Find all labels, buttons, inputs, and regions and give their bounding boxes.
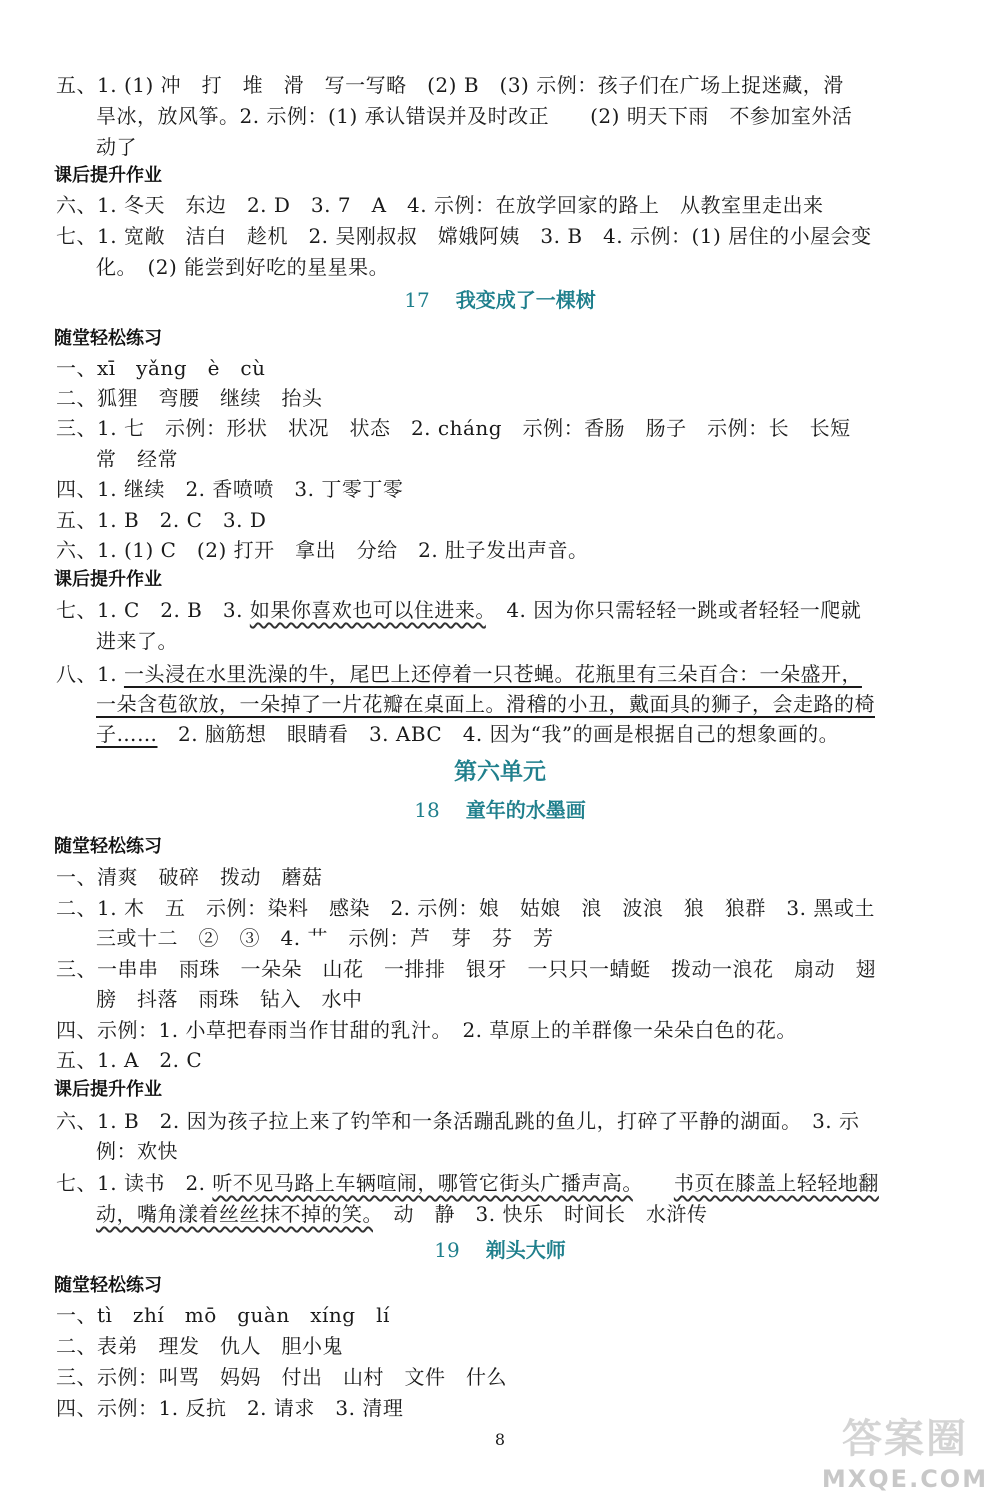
section-heading: 课后提升作业 (54, 1079, 162, 1100)
answer-line: 例：欢快 (96, 1139, 178, 1163)
answer-line: 三、1. 七 示例：形状 状况 状态 2. cháng 示例：香肠 肠子 示例：长 长短 (56, 416, 851, 440)
answer-line: 一、tì zhí mō guàn xíng lí (56, 1303, 390, 1327)
answer-line: 四、1. 继续 2. 香喷喷 3. 丁零丁零 (56, 477, 404, 501)
watermark-domain: MXQE.COM (821, 1465, 989, 1493)
watermark-logo (820, 1405, 990, 1500)
answer-line: 化。 (2) 能尝到好吃的星星果。 (96, 255, 390, 279)
answer-line (96, 689, 996, 719)
answer-line: 五、1. B 2. C 3. D (56, 508, 267, 532)
answer-line: 膀 抖落 雨珠 钻入 水中 (96, 987, 363, 1011)
answer-line (56, 659, 956, 689)
lesson-name: 我变成了一棵树 (455, 288, 596, 312)
underlined-answer: 一头浸在水里洗澡的牛，尾巴上还停着一只苍蝇。花瓶里有三朵百合：一朵盛开， (123, 662, 862, 686)
answer-line (96, 1199, 996, 1229)
answer-line: 五、1. (1) 冲 打 堆 滑 写一写略 (2) B (3) 示例：孩子们在广场上捉迷藏，滑 (56, 73, 844, 97)
answer-line: 三、示例：叫骂 妈妈 付出 山村 文件 什么 (56, 1365, 507, 1389)
answer-line: 三、一串串 雨珠 一朵朵 山花 一排排 银牙 一只只一蜻蜓 拨动一浪花 扇动 翅 (56, 957, 876, 981)
wavy-underlined-answer: 听不见马路上车辆喧闹，哪管它街头广播声高。 (212, 1171, 633, 1195)
section-heading: 随堂轻松练习 (54, 328, 162, 349)
answer-line: 六、1. B 2. 因为孩子拉上来了钓竿和一条活蹦乱跳的鱼儿，打碎了平静的湖面。 3. 示 (56, 1109, 860, 1133)
answer-line: 一、清爽 破碎 拨动 蘑菇 (56, 865, 323, 889)
lesson-number: 19 (434, 1238, 460, 1262)
answer-line: 进来了。 (96, 629, 178, 653)
answer-line: 旱冰，放风筝。2. 示例：(1) 承认错误并及时改正 (2) 明天下雨 不参加室外活 (96, 104, 853, 128)
answer-text: 2. 脑筋想 眼睛看 3. ABC 4. 因为“我”的画是根据自己的想象画的。 (157, 722, 840, 746)
answer-text: 七、1. C 2. B 3. (56, 598, 250, 622)
answer-line: 二、表弟 理发 仇人 胆小鬼 (56, 1334, 343, 1358)
answer-line: 二、1. 木 五 示例：染料 感染 2. 示例：娘 姑娘 浪 波浪 狼 狼群 3. 黑或土 (56, 896, 875, 920)
watermark-chars: 答案圈 (842, 1416, 968, 1462)
answer-line: 一、xī yǎng è cù (56, 356, 266, 380)
answer-line (56, 1168, 956, 1198)
lesson-number: 17 (404, 288, 430, 312)
lesson-title-19 (0, 1235, 1000, 1265)
answer-line: 常 经常 (96, 447, 178, 471)
page-number: 8 (494, 1430, 506, 1449)
answer-line (56, 595, 956, 625)
wavy-underlined-answer: 如果你喜欢也可以住进来。 (249, 598, 486, 622)
answer-text: 八、1. (56, 662, 124, 686)
section-heading: 随堂轻松练习 (54, 836, 162, 857)
answer-line: 七、1. 宽敞 洁白 趁机 2. 吴刚叔叔 嫦娥阿姨 3. B 4. 示例：(1) 居住的小屋会变 (56, 224, 872, 248)
answer-line: 五、1. A 2. C (56, 1048, 203, 1072)
answer-line: 动了 (96, 135, 137, 159)
section-heading: 课后提升作业 (54, 569, 162, 590)
lesson-title-18 (0, 795, 1000, 825)
section-heading: 随堂轻松练习 (54, 1275, 162, 1296)
answer-line: 二、狐狸 弯腰 继续 抬头 (56, 386, 323, 410)
lesson-title-17 (0, 285, 1000, 315)
lesson-name: 童年的水墨画 (465, 798, 586, 822)
unit-title: 第六单元 (454, 759, 546, 785)
answer-line: 六、1. (1) C (2) 打开 拿出 分给 2. 肚子发出声音。 (56, 538, 589, 562)
answer-text: 动 静 3. 快乐 时间长 水浒传 (373, 1202, 708, 1226)
answer-line: 四、示例：1. 小草把春雨当作甘甜的乳汁。 2. 草原上的羊群像一朵朵白色的花。 (56, 1018, 797, 1042)
answer-line: 四、示例：1. 反抗 2. 请求 3. 清理 (56, 1396, 404, 1420)
answer-text: 七、1. 读书 2. (56, 1171, 213, 1195)
underlined-answer: 子…… (96, 722, 158, 746)
answer-text: 4. 因为你只需轻轻一跳或者轻轻一爬就 (485, 598, 862, 622)
answer-line: 六、1. 冬天 东边 2. D 3. 7 A 4. 示例：在放学回家的路上 从教室里走出来 (56, 193, 824, 217)
lesson-number: 18 (414, 798, 440, 822)
wavy-underlined-answer: 书页在膝盖上轻轻地翻 (673, 1171, 879, 1195)
section-heading: 课后提升作业 (54, 165, 162, 186)
wavy-underlined-answer: 动，嘴角漾着丝丝抹不掉的笑。 (96, 1202, 373, 1226)
lesson-name: 剃头大师 (485, 1238, 566, 1262)
answer-line: 三或十二 ② ③ 4. 艹 示例：芦 芽 芬 芳 (96, 926, 554, 950)
underlined-answer: 一朵含苞欲放，一朵掉了一片花瓣在桌面上。滑稽的小丑，戴面具的狮子，会走路的椅 (96, 692, 875, 716)
answer-line (96, 719, 996, 749)
